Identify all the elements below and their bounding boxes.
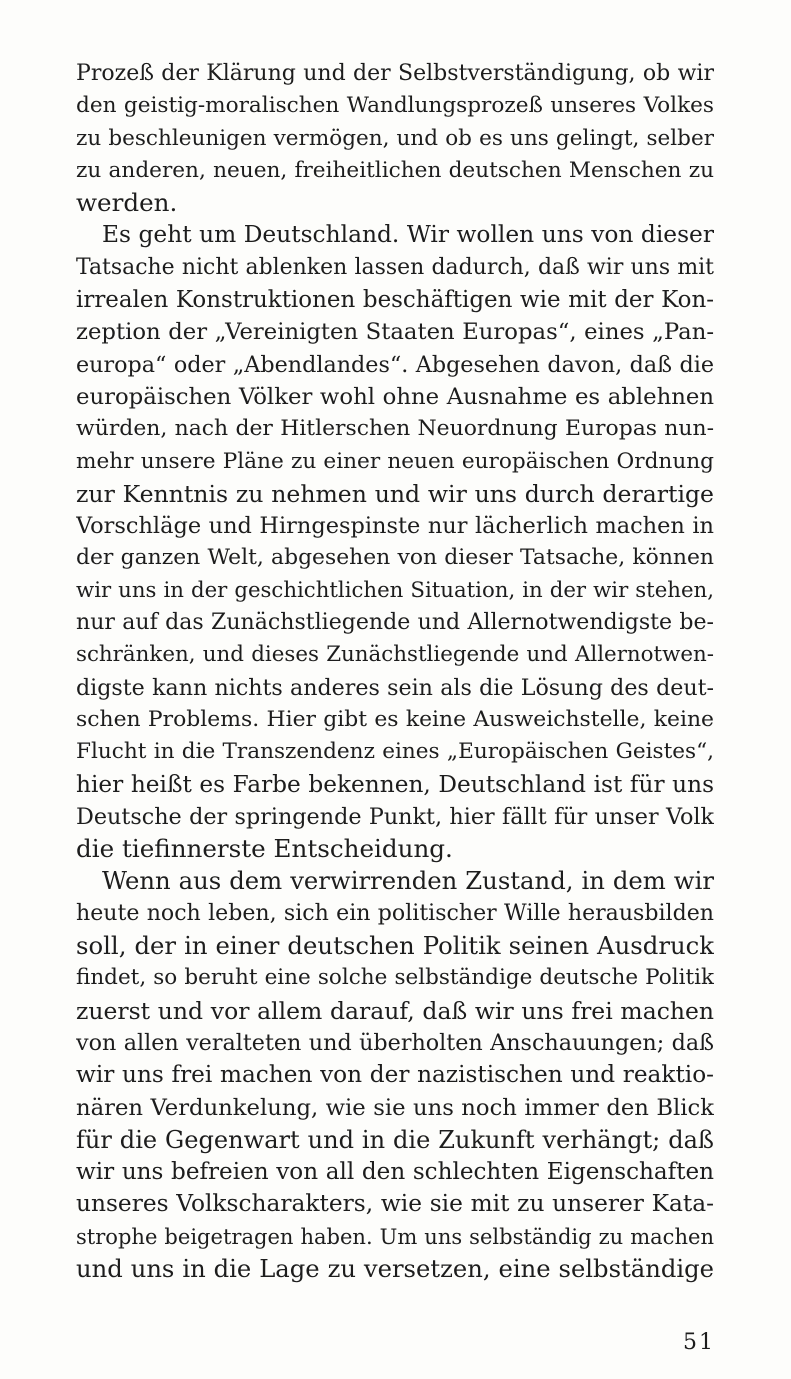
text-line: soll, der in einer deutschen Politik seinen Ausdruck xyxy=(76,931,714,961)
body-text xyxy=(76,58,714,1285)
text-line: Tatsache nicht ablenken lassen dadurch, daß wir uns mit xyxy=(76,254,714,280)
text-line: zeption der „Vereinigten Staaten Europas“, eines „Pan- xyxy=(76,319,714,346)
text-line: zu beschleunigen vermögen, und ob es uns gelingt, selber xyxy=(76,125,714,151)
text-line: zuerst und vor allem darauf, daß wir uns frei machen xyxy=(76,996,714,1025)
text-line: und uns in die Lage zu versetzen, eine selbständige xyxy=(76,1253,714,1283)
text-line: schränken, und dieses Zunächstliegende und Allernotwen- xyxy=(76,642,714,668)
text-line: unseres Volkscharakters, wie sie mit zu unserer Kata- xyxy=(76,1190,714,1218)
text-line: wir uns in der geschichtlichen Situation, in der wir stehen, xyxy=(76,577,714,603)
text-line: nären Verdunkelung, wie sie uns noch immer den Blick xyxy=(76,1094,714,1121)
text-line: irrealen Konstruktionen beschäftigen wie mit der Kon- xyxy=(76,287,714,314)
text-line: heute noch leben, sich ein politischer Wille herausbilden xyxy=(76,900,714,926)
text-line: europäischen Völker wohl ohne Ausnahme es ablehnen xyxy=(76,383,714,410)
text-line: Flucht in die Transzendenz eines „Europäischen Geistes“, xyxy=(76,739,714,765)
text-line: den geistig-moralischen Wandlungsprozeß unseres Volkes xyxy=(76,93,714,119)
text-line: hier heißt es Farbe bekennen, Deutschland ist für uns xyxy=(76,770,714,798)
text-line: wir uns frei machen von der nazistischen und reaktio- xyxy=(76,1061,714,1089)
text-line: europa“ oder „Abendlandes“. Abgesehen davon, daß die xyxy=(76,351,714,378)
text-line: schen Problems. Hier gibt es keine Ausweichstelle, keine xyxy=(76,706,714,732)
text-line: der ganzen Welt, abgesehen von dieser Tatsache, können xyxy=(76,545,714,571)
text-line: digste kann nichts anderes sein als die Lösung des deut- xyxy=(76,674,714,701)
text-line: nur auf das Zunächstliegende und Allernotwendigste be- xyxy=(76,610,714,636)
text-line: Deutsche der springende Punkt, hier fällt für unser Volk xyxy=(76,803,714,830)
text-line: von allen veralteten und überholten Anschauungen; daß xyxy=(76,1029,714,1056)
text-line: mehr unsere Pläne zu einer neuen europäischen Ordnung xyxy=(76,448,714,474)
text-line: für die Gegenwart und in die Zukunft verhängt; daß xyxy=(76,1125,714,1154)
text-line: Vorschläge und Hirngespinste nur lächerlich machen in xyxy=(76,513,714,540)
text-line: werden. xyxy=(76,188,178,218)
page-number: 51 xyxy=(683,1330,715,1355)
text-line: die tiefinnerste Entscheidung. xyxy=(76,834,453,864)
paragraph-start-line: Wenn aus dem verwirrenden Zustand, in dem wir xyxy=(102,866,714,896)
text-line: Prozeß der Klärung und der Selbstverständigung, ob wir xyxy=(76,61,714,86)
paragraph-start-line: Es geht um Deutschland. Wir wollen uns von dieser xyxy=(102,221,714,249)
text-line: wir uns befreien von all den schlechten Eigenschaften xyxy=(76,1159,714,1186)
text-line: zu anderen, neuen, freiheitlichen deutschen Menschen zu xyxy=(76,157,714,183)
text-line: findet, so beruht eine solche selbständige deutsche Politik xyxy=(76,965,714,991)
text-line: würden, nach der Hitlerschen Neuordnung Europas nun- xyxy=(76,416,714,442)
text-line: strophe beigetragen haben. Um uns selbständig zu machen xyxy=(76,1223,714,1249)
text-line: zur Kenntnis zu nehmen und wir uns durch derartige xyxy=(76,479,714,508)
